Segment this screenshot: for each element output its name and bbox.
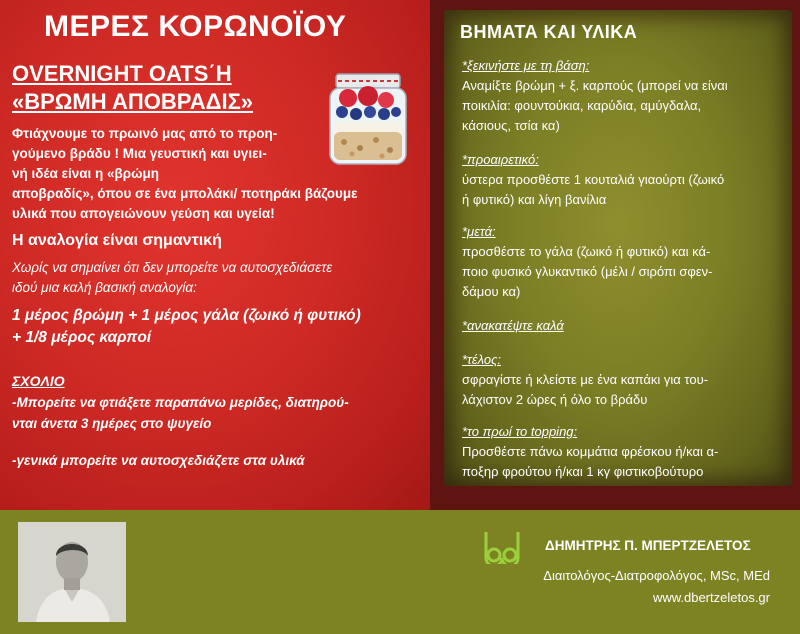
intro-paragraph (12, 124, 422, 224)
steps-panel-inner (444, 10, 792, 486)
comment-storage (12, 392, 422, 434)
author-role: Διαιτολόγος-Διατροφολόγος, MSc, MEd (543, 568, 770, 583)
step-optional (462, 150, 797, 210)
recipe-title-line-1: OVERNIGHT OATS΄Η (12, 61, 232, 86)
step-label: *το πρωί το topping: (462, 424, 578, 439)
step-then (462, 222, 797, 302)
step-line: δάμου κα) (462, 284, 521, 299)
step-label: *μετά: (462, 224, 496, 239)
step-label: *ανακατέψτε καλά (462, 318, 564, 333)
step-line: ποξηρ φρούτου ή/και 1 κγ φιστικοβούτυρο (462, 464, 704, 479)
ratio-formula (12, 305, 422, 349)
comment-improvise: -γενικά μπορείτε να αυτοσχεδιάζετε στα υλικά (12, 453, 305, 468)
dietitian-logo-icon (482, 528, 522, 564)
ratio-description-line: Χωρίς να σημαίνει ότι δεν μπορείτε να αυτοσχεδιάσετε (12, 260, 333, 275)
step-label: *τέλος: (462, 352, 502, 367)
step-line: ύστερα προσθέστε 1 κουταλιά γιαούρτι (ζωικό (462, 172, 725, 187)
step-line: λάχιστον 2 ώρες ή όλο το βράδυ (462, 392, 648, 407)
steps-title: ΒΗΜΑΤΑ ΚΑΙ ΥΛΙΚΑ (460, 22, 638, 42)
ratio-formula-line: 1 μέρος βρώμη + 1 μέρος γάλα (ζωικό ή φυτικό) (12, 307, 361, 324)
ratio-description-line: ιδού μια καλή βασική αναλογία: (12, 280, 197, 295)
step-line: προσθέστε το γάλα (ζωικό ή φυτικό) και κά- (462, 244, 711, 259)
intro-line: γούμενο βράδυ ! Μια γευστική και υγιει- (12, 146, 267, 161)
step-line: σφραγίστε ή κλείστε με ένα καπάκι για του- (462, 372, 709, 387)
intro-line: υλικά που απογειώνουν γεύση και υγεία! (12, 206, 275, 221)
recipe-intro-panel (0, 0, 430, 510)
step-label: *προαιρετικό: (462, 152, 539, 167)
comment-heading: ΣΧΟΛΙΟ (12, 373, 65, 389)
intro-line: αποβραδίς», όπου σε ένα μπολάκι/ ποτηράκι βάζουμε (12, 186, 358, 201)
intro-line: Φτιάχνουμε το πρωινό μας από το προη- (12, 126, 278, 141)
recipe-title-line-2: «ΒΡΩΜΗ ΑΠΟΒΡΑΔΙΣ» (12, 89, 254, 114)
step-base (462, 56, 797, 136)
website-link[interactable]: www.dbertzeletos.gr (652, 590, 770, 605)
comment-line: νται άνετα 3 ημέρες στο ψυγείο (12, 416, 212, 431)
ratio-description (12, 258, 422, 298)
recipe-title (12, 60, 312, 116)
step-line: ποικιλία: φουντούκια, καρύδια, αμύγδαλα, (462, 98, 702, 113)
step-line: Αναμίξτε βρώμη + ξ. καρπούς (μπορεί να είναι (462, 78, 728, 93)
footer (0, 510, 800, 634)
intro-line: νή ιδέα είναι η «βρώμη (12, 166, 160, 181)
steps-panel (430, 0, 800, 510)
step-line: Προσθέστε πάνω κομμάτια φρέσκου ή/και α- (462, 444, 719, 459)
ratio-formula-line: + 1/8 μέρος καρποί (12, 329, 152, 346)
ratio-heading: Η αναλογία είναι σημαντική (12, 232, 222, 249)
comment-line: -Μπορείτε να φτιάξετε παραπάνω μερίδες, διατηρού- (12, 395, 349, 410)
step-mix (462, 316, 797, 336)
author-photo (18, 522, 126, 622)
step-line: ή φυτικό) και λίγη βανίλια (462, 192, 607, 207)
main-title: ΜΕΡΕΣ ΚΟΡΩΝΟΪΟΥ (44, 10, 347, 43)
step-label: *ξεκινήστε με τη βάση: (462, 58, 590, 73)
step-line: ποιο φυσικό γλυκαντικό (μέλι / σιρόπι σφεν- (462, 264, 713, 279)
step-topping (462, 422, 797, 482)
step-finally (462, 350, 797, 410)
author-name: ΔΗΜΗΤΡΗΣ Π. ΜΠΕΡΤΖΕΛΕΤΟΣ (545, 538, 751, 553)
step-line: κάσιους, τσία κα) (462, 118, 560, 133)
